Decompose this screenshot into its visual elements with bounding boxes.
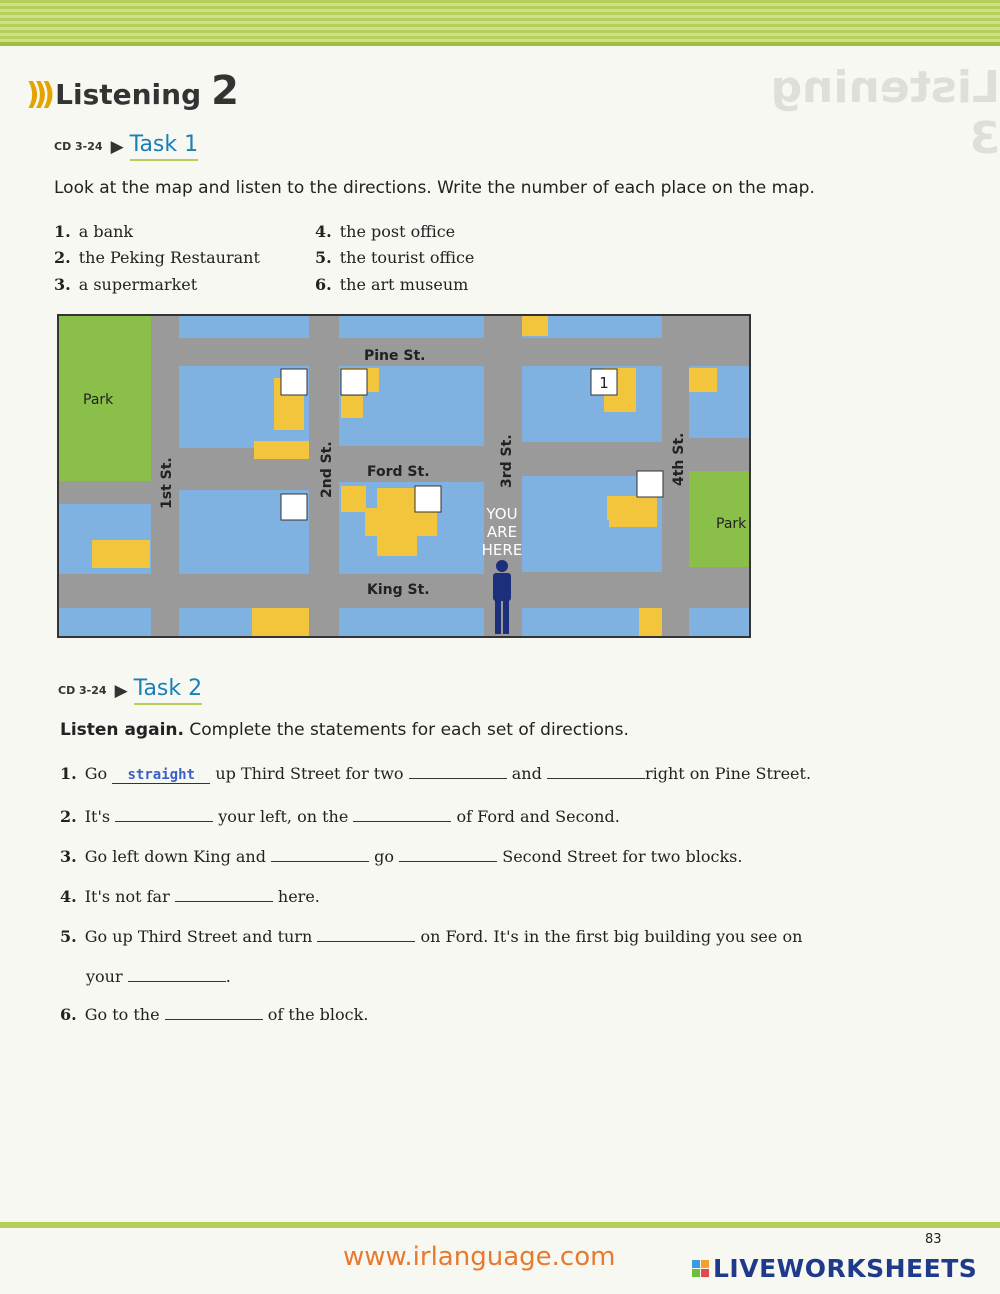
task1-label: Task 1 (130, 132, 198, 161)
map-box-number: 1 (599, 374, 609, 392)
section-title (26, 68, 239, 114)
section-title-text: Listening (55, 78, 202, 111)
street-label-pine: Pine St. (364, 348, 426, 364)
street-label-ford: Ford St. (367, 464, 430, 480)
place-item: 2. the Peking Restaurant (54, 248, 260, 267)
you-are-here-line: HERE (481, 541, 523, 559)
map-blank-box (281, 369, 307, 395)
statement-item: your . (86, 967, 231, 986)
you-are-here-line: ARE (486, 523, 518, 541)
bleed-through-title: Listening 3 (770, 62, 1000, 164)
section-number: 2 (211, 68, 239, 114)
place-item: 4. the post office (315, 222, 456, 241)
statement-item: 5. Go up Third Street and turn on Ford. It's in the first big building you see on (60, 927, 803, 946)
top-banner (0, 0, 1000, 42)
street-label-second: 2nd St. (319, 441, 335, 498)
you-are-here-line: YOU (486, 505, 518, 523)
street-label-third: 3rd St. (499, 434, 515, 488)
map-blank-box (637, 471, 663, 497)
street-map (57, 314, 751, 638)
street-label-king: King St. (367, 582, 430, 598)
place-item: 1. a bank (54, 222, 134, 241)
bottom-banner (0, 1222, 1000, 1228)
answer-field[interactable] (399, 847, 497, 862)
place-item: 6. the art museum (315, 275, 469, 294)
map-blank-box (341, 369, 367, 395)
park-label-right: Park (716, 516, 747, 532)
answer-field[interactable]: straight (112, 767, 210, 784)
task2-instruction: Listen again. Complete the statements for each set of directions. (60, 720, 629, 740)
answer-field[interactable] (409, 764, 507, 779)
map-blank-box (281, 494, 307, 520)
liveworksheets-logo[interactable] (692, 1254, 977, 1283)
answer-field[interactable] (317, 927, 415, 942)
page-number: 83 (925, 1232, 942, 1247)
statement-item: 6. Go to the of the block. (60, 1005, 369, 1024)
answer-field[interactable] (353, 807, 451, 822)
map-svg (59, 316, 749, 636)
statement-item: 4. It's not far here. (60, 887, 320, 906)
task2-heading (58, 676, 202, 705)
task2-label: Task 2 (134, 676, 202, 705)
liveworksheets-text: LIVEWORKSHEETS (713, 1254, 978, 1283)
liveworksheets-icon (692, 1260, 709, 1277)
task1-instruction: Look at the map and listen to the directions. Write the number of each place on the map. (54, 178, 815, 198)
map-blank-box (415, 486, 441, 512)
answer-field[interactable] (115, 807, 213, 822)
park-label-left: Park (83, 392, 114, 408)
statement-item: 2. It's your left, on the of Ford and Second. (60, 807, 620, 826)
place-item: 3. a supermarket (54, 275, 198, 294)
answer-field[interactable] (175, 887, 273, 902)
statement-item: 3. Go left down King and go Second Street for two blocks. (60, 847, 743, 866)
answer-field[interactable] (271, 847, 369, 862)
answer-field[interactable] (547, 764, 645, 779)
street-label-first: 1st St. (159, 457, 175, 509)
place-item: 5. the tourist office (315, 248, 475, 267)
play-arrow-icon: ▶ (114, 680, 128, 701)
cd-track-label: CD 3-24 (54, 140, 103, 153)
website-link[interactable]: www.irlanguage.com (343, 1242, 616, 1272)
answer-field[interactable] (165, 1005, 263, 1020)
statement-item: 1. Go straight up Third Street for two and right on Pine Street. (60, 764, 812, 783)
cd-track-label: CD 3-24 (58, 684, 107, 697)
answer-field[interactable] (128, 967, 226, 982)
street-label-fourth: 4th St. (671, 432, 687, 486)
task1-heading (54, 132, 198, 161)
sound-waves-icon: ))) (26, 77, 50, 112)
play-arrow-icon: ▶ (110, 136, 124, 157)
